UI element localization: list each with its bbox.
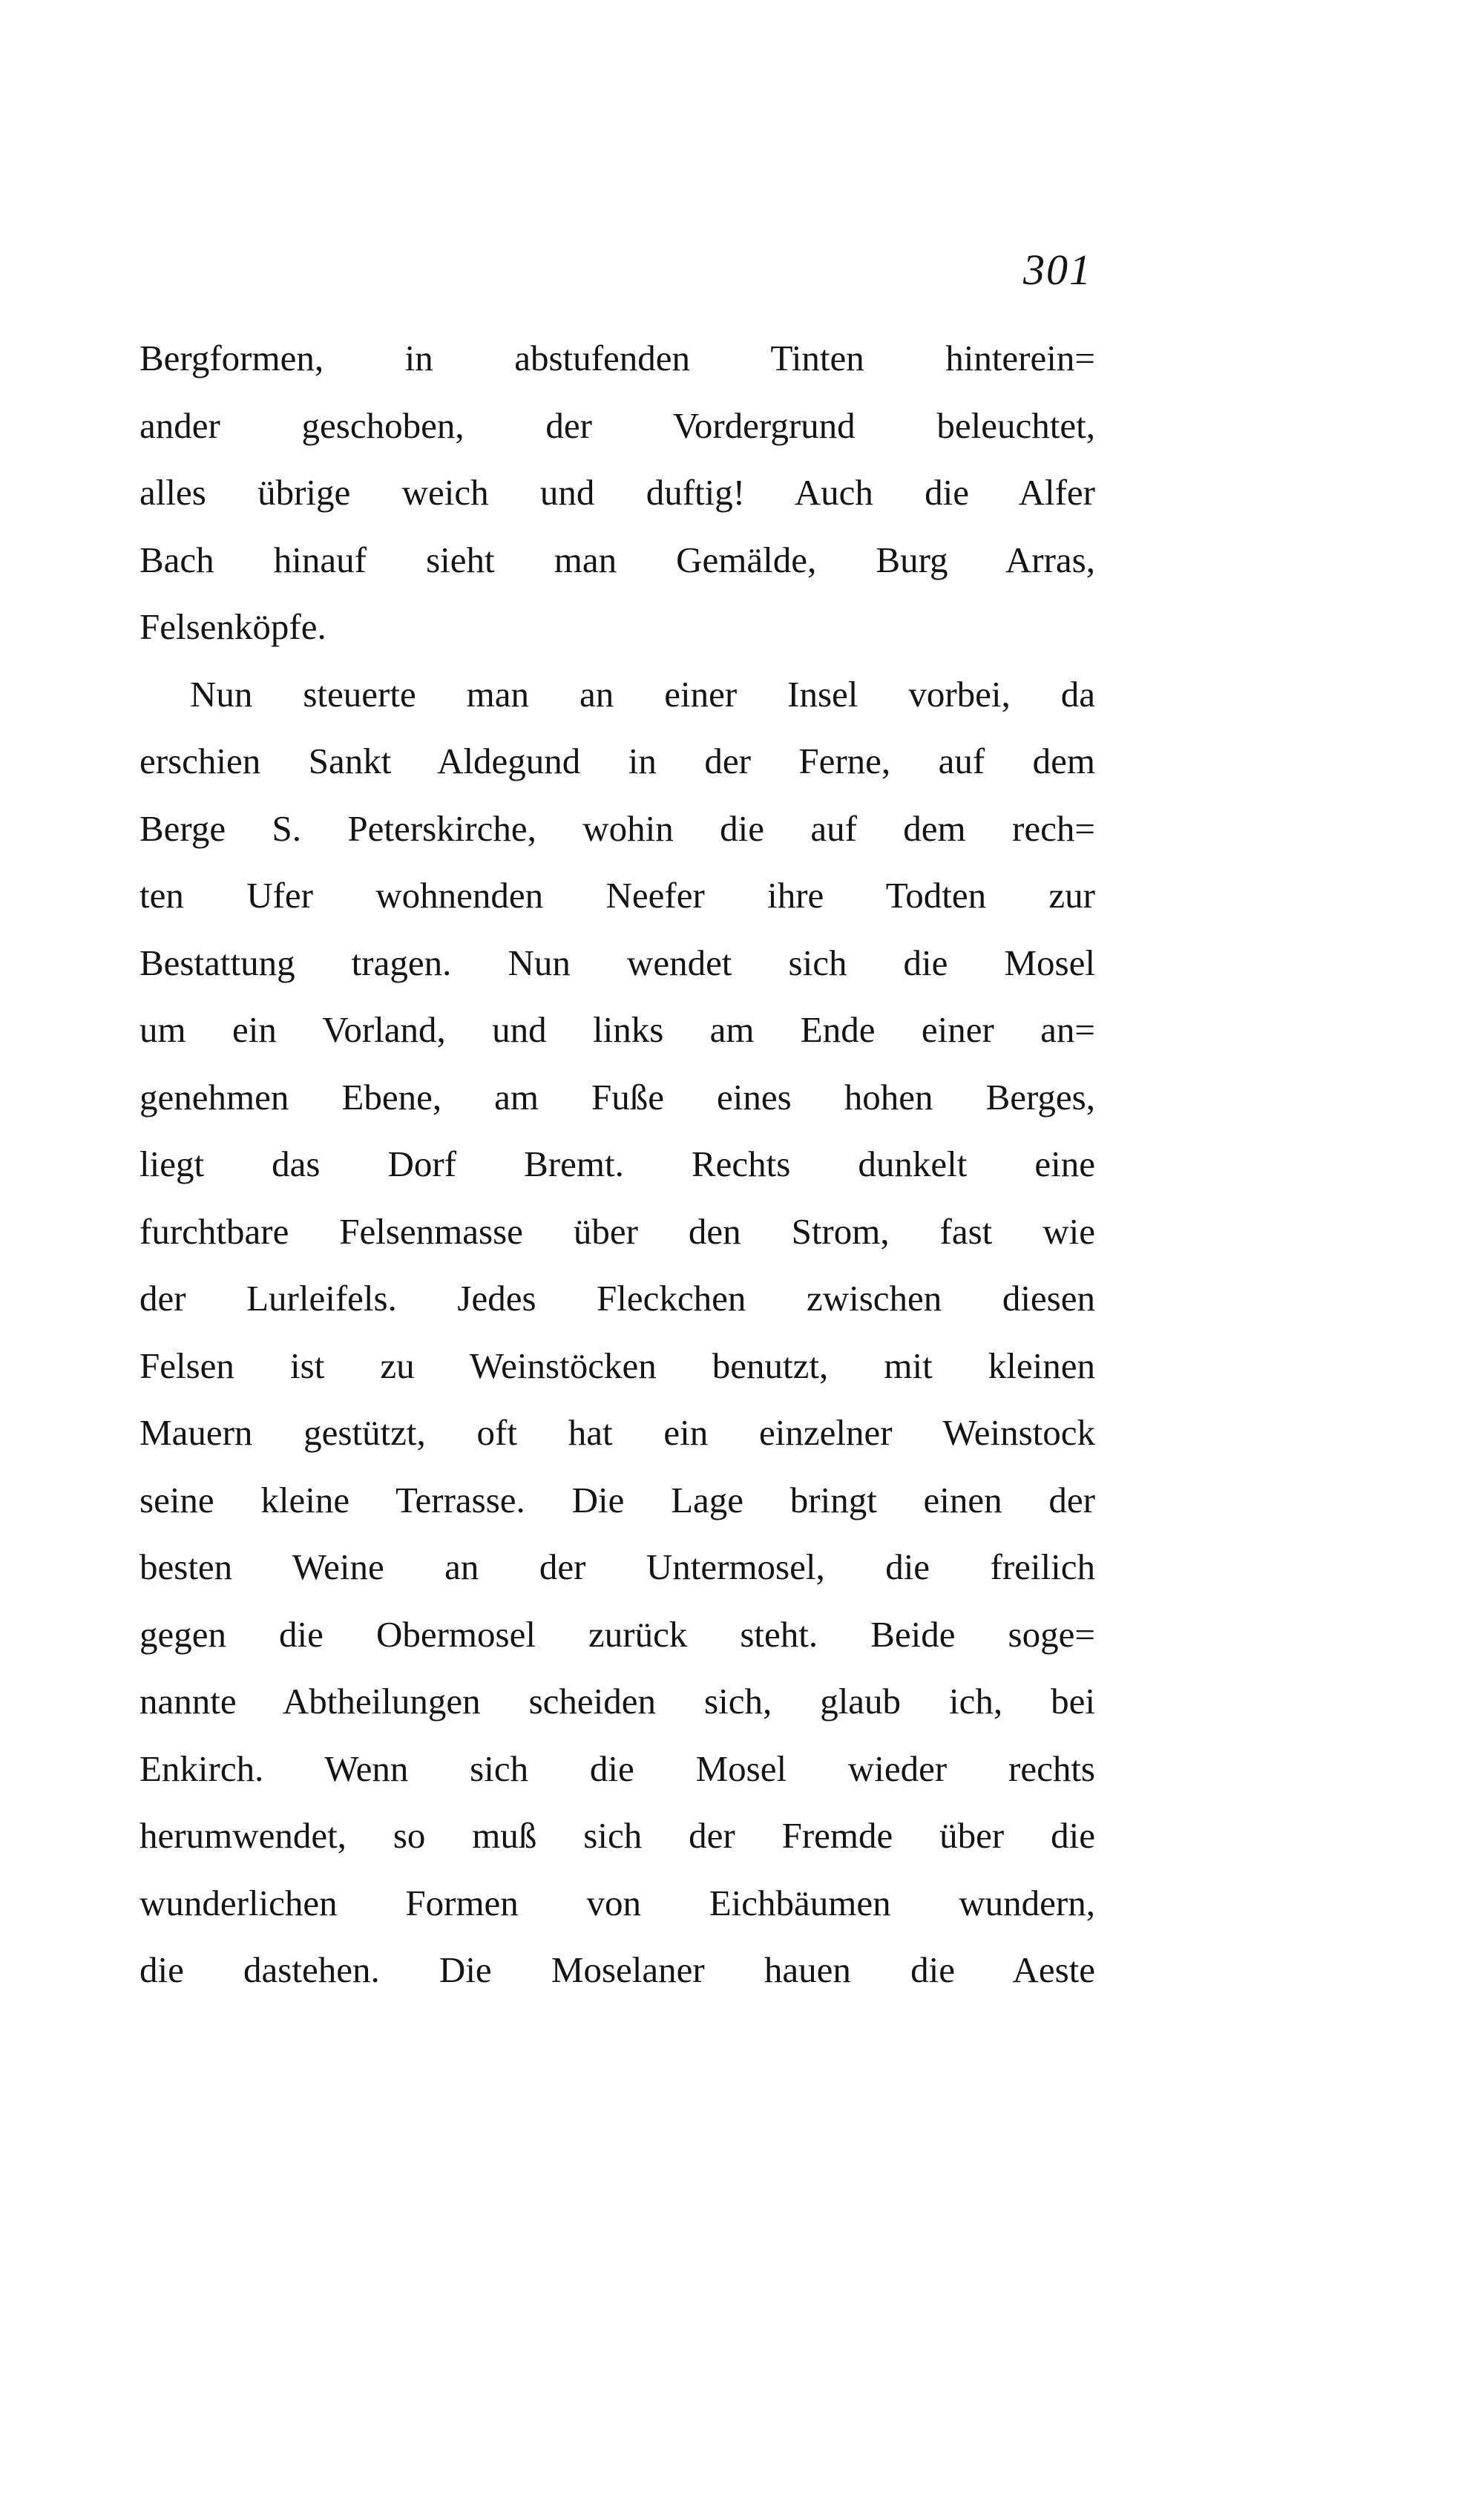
paragraph-2: [139, 661, 1095, 2004]
text-line: genehmen Ebene, am Fuße eines hohen Berges,: [139, 1076, 1095, 1118]
text-line: ander geschoben, der Vordergrund beleuchtet,: [139, 404, 1095, 446]
text-line: liegt das Dorf Bremt. Rechts dunkelt eine: [139, 1143, 1095, 1184]
text-line: der Lurleifels. Jedes Fleckchen zwischen diesen: [139, 1278, 1095, 1319]
text-line: wunderlichen Formen von Eichbäumen wundern,: [139, 1882, 1095, 1923]
text-line: Bach hinauf sieht man Gemälde, Burg Arras,: [139, 539, 1095, 580]
text-line: Enkirch. Wenn sich die Mosel wieder rechts: [139, 1748, 1095, 1789]
text-line: Felsen ist zu Weinstöcken benutzt, mit kleinen: [139, 1345, 1095, 1386]
text-line: Berge S. Peterskirche, wohin die auf dem rech=: [139, 807, 1095, 849]
paragraph-1: [139, 325, 1095, 661]
text-line: Nun steuerte man an einer Insel vorbei, da: [190, 673, 1095, 715]
text-line: Bergformen, in abstufenden Tinten hinterein=: [139, 338, 1095, 378]
text-line: Mauern gestützt, oft hat ein einzelner Weinstock: [139, 1412, 1095, 1453]
text-line: alles übrige weich und duftig! Auch die Alfer: [139, 472, 1095, 513]
text-line: ten Ufer wohnenden Neefer ihre Todten zur: [139, 875, 1095, 916]
text-line: um ein Vorland, und links am Ende einer an=: [139, 1009, 1095, 1050]
text-line: seine kleine Terrasse. Die Lage bringt einen der: [139, 1479, 1095, 1520]
text-line: Bestattung tragen. Nun wendet sich die Mosel: [139, 942, 1095, 983]
text-line: gegen die Obermosel zurück steht. Beide soge=: [139, 1613, 1095, 1655]
text-line: nannte Abtheilungen scheiden sich, glaub ich, bei: [139, 1681, 1095, 1722]
text-line: herumwendet, so muß sich der Fremde über die: [139, 1815, 1095, 1856]
body-text: [139, 325, 1095, 2004]
text-line: furchtbare Felsenmasse über den Strom, fast wie: [139, 1210, 1095, 1252]
text-line: erschien Sankt Aldegund in der Ferne, auf dem: [139, 741, 1095, 781]
text-line: besten Weine an der Untermosel, die freilich: [139, 1546, 1095, 1587]
page-number: 301: [1023, 246, 1092, 294]
text-line: Felsenköpfe.: [139, 606, 326, 647]
text-line: die dastehen. Die Moselaner hauen die Aeste: [139, 1949, 1095, 1990]
